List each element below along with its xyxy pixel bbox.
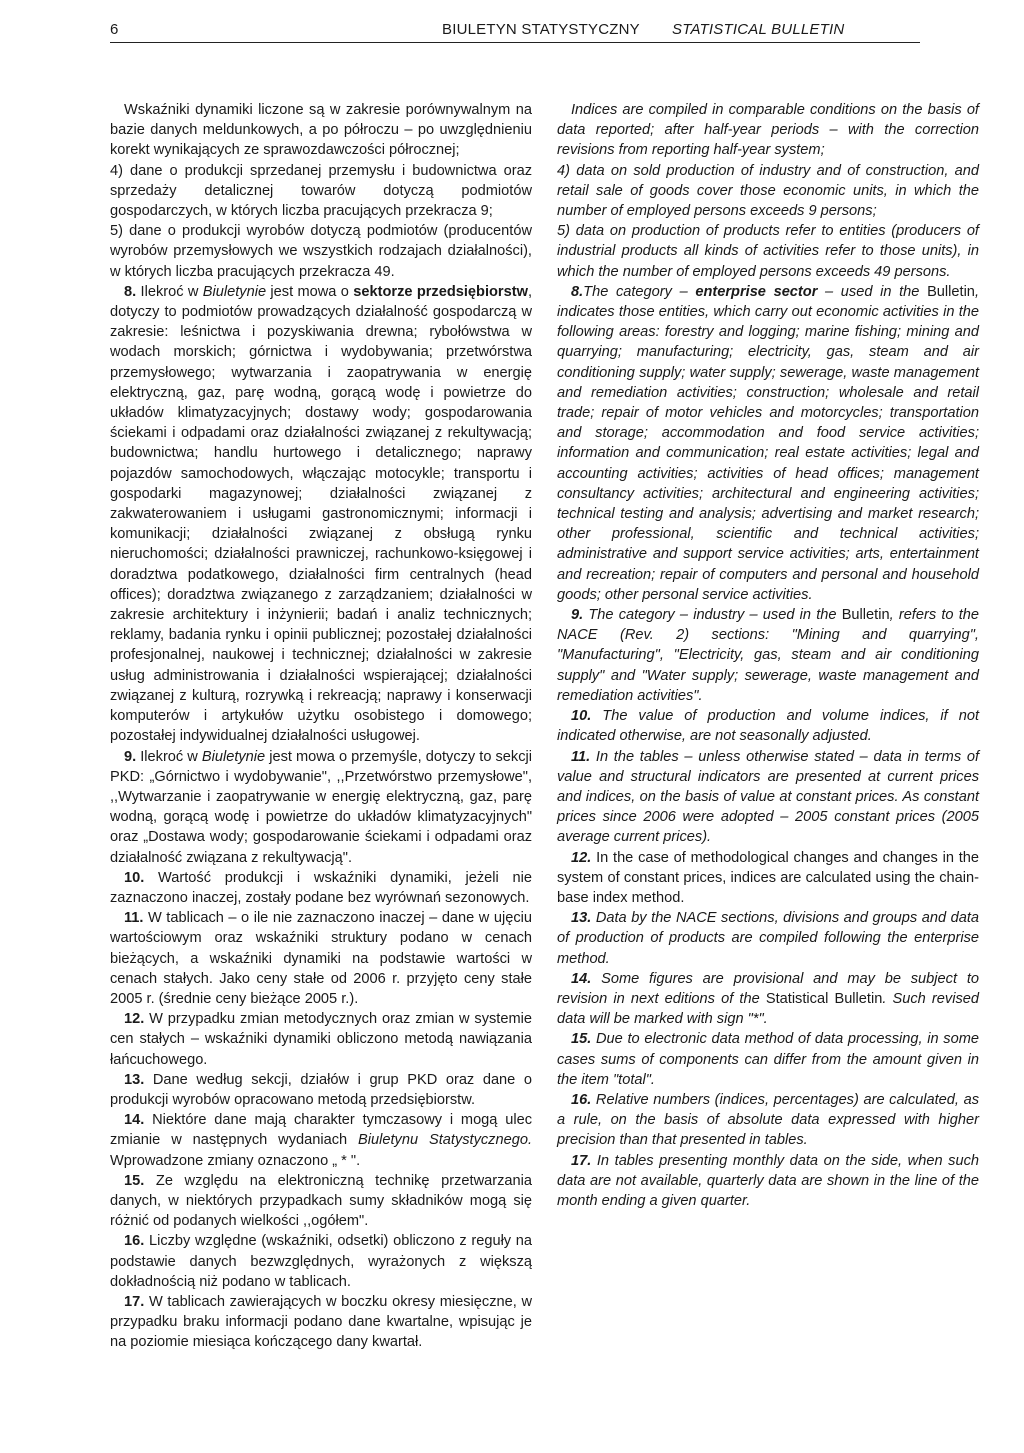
paragraph-number: 14. bbox=[124, 1112, 145, 1129]
paragraph-number: 13. bbox=[124, 1071, 145, 1088]
paragraph-item-5: 5) data on production of products refer to entities (producers of industrial products all kinds of activities refer to those units), in which the number of employed persons exceeds 49 persons. bbox=[557, 223, 979, 280]
paragraph-text: Due to electronic data method of data processing, in some cases sums of components can differ from the amount given in the item "total". bbox=[557, 1031, 979, 1088]
upright-text: Bulletin bbox=[927, 283, 975, 300]
paragraph-text: Dane według sekcji, działów i grup PKD oraz dane o produkcji wyrobów opracowano metodą przedsiębiorstw. bbox=[110, 1071, 532, 1108]
paragraph-11 bbox=[110, 908, 532, 1009]
paragraph-number: 15. bbox=[571, 1031, 592, 1048]
paragraph-text: jest mowa o bbox=[266, 283, 354, 300]
paragraph-text: Relative numbers (indices, percentages) are calculated, as a rule, on the basis of absolute data expressed with higher precision than that presented in tables. bbox=[557, 1091, 979, 1149]
paragraph-text: The value of production and volume indices, if not indicated otherwise, are not seasonally adjusted. bbox=[557, 708, 979, 745]
running-title-polish: BIULETYN STATYSTYCZNY bbox=[442, 21, 640, 38]
paragraph-10 bbox=[110, 868, 532, 908]
paragraph-item-4: 4) dane o produkcji sprzedanej przemysłu i budownictwa oraz sprzedaży detalicznej towarów dotyczą podmiotów gospodarczych, w których liczba pracujących przekracza 9; bbox=[110, 162, 532, 220]
paragraph-12 bbox=[557, 848, 979, 909]
paragraph-text: Niektóre dane mają charakter tymczasowy i mogą ulec zmianie w następnych wydaniach bbox=[110, 1112, 532, 1149]
paragraph-number: 14. bbox=[571, 970, 592, 987]
paragraph-text: Ze względu na elektroniczną technikę przetwarzania danych, w niektórych przypadkach sumy składników mogą się różnić od podanych wielkości ,,ogółem". bbox=[110, 1172, 532, 1230]
paragraph-text: In the tables – unless otherwise stated – data in terms of value and structural indicators are presented at current prices and indices, on the basis of value at constant prices. As constant prices since 2006 were adopted – 2005 constant prices (2005 average current prices). bbox=[557, 748, 979, 846]
paragraph-text: W przypadku zmian metodycznych oraz zmian w systemie cen stałych – wskaźniki dynamiki obliczono metodą nawiązania łańcuchowego. bbox=[110, 1011, 532, 1068]
paragraph-14 bbox=[557, 969, 979, 1030]
paragraph-number: 11. bbox=[124, 910, 144, 927]
paragraph-text: . Such revised data will be marked with sign "*". bbox=[557, 990, 979, 1028]
paragraph-number: 9. bbox=[124, 748, 137, 765]
page-header bbox=[110, 18, 920, 43]
paragraph-16 bbox=[557, 1090, 979, 1151]
paragraph-text: In tables presenting monthly data on the side, when such data are not available, quarterly data are shown in the line of the month ending a given quarter. bbox=[557, 1152, 979, 1209]
running-title-english: STATISTICAL BULLETIN bbox=[672, 21, 845, 38]
paragraph-number: 9. bbox=[571, 607, 584, 624]
paragraph-text: The category – industry – used in the bbox=[583, 607, 842, 624]
paragraph-number: 12. bbox=[124, 1011, 145, 1028]
paragraph-text: Liczby względne (wskaźniki, odsetki) obliczono z reguły na podstawie danych bezwzględnych, wyrażonych z większą dokładnością niż podano w tablicach. bbox=[110, 1233, 532, 1290]
paragraph-17 bbox=[557, 1151, 979, 1212]
emphasis-text: Biuletynie bbox=[201, 748, 266, 765]
bold-term: sektorze przedsiębiorstw bbox=[353, 283, 528, 300]
paragraph-12 bbox=[110, 1009, 532, 1070]
upright-text: Statistical Bulletin bbox=[765, 990, 883, 1007]
paragraph-10 bbox=[557, 706, 979, 746]
paragraph-item-5: 5) dane o produkcji wyrobów dotyczą podmiotów (producentów wyrobów przemysłowych we wszystkich rodzajach działalności), w których liczba pracujących przekracza 49. bbox=[110, 223, 532, 280]
paragraph-number: 8. bbox=[124, 283, 137, 300]
paragraph-text: The category – bbox=[583, 283, 696, 300]
paragraph-13 bbox=[110, 1070, 532, 1110]
paragraph-8 bbox=[557, 282, 979, 605]
paragraph-11 bbox=[557, 747, 979, 848]
paragraph-text: W tablicach zawierających w boczku okresy miesięczne, w przypadku braku informacji podano dane kwartalne, wpisując je na poziomie miesiąca kończącego dany kwartał. bbox=[110, 1293, 532, 1351]
paragraph-text: Wartość produkcji i wskaźniki dynamiki, jeżeli nie zaznaczono inaczej, zostały podane bez wyrównań sezonowych. bbox=[110, 869, 532, 906]
paragraph-15 bbox=[110, 1171, 532, 1232]
emphasis-text: Biuletynie bbox=[202, 283, 267, 300]
paragraph-text: , refers to the NACE (Rev. 2) sections: "Mining and quarrying", "Manufacturing", "Electricity, gas, steam and air conditioning supply" and "Water supply; sewerage, waste management and remediation activities". bbox=[557, 607, 979, 704]
paragraph-text: , dotyczy to podmiotów prowadzących działalność gospodarczą w zakresie: leśnictwa i pozyskiwania drewna; rybołówstwa w wodach morskich; górnictwa i wydobywania; przetwórstwa przemysłowego; wytwarzania i zaopatrywania w energię elektryczną, gaz, parę wodną, gorącą wodę i powietrze do układów klimatyzacyjnych; dostawy wody; gospodarowania ściekami i odpadami oraz działalności związanej z rekultywacją; budownictwa; handlu hurtowego i detalicznego; naprawy pojazdów samochodowych, włączając motocykle; transportu i gospodarki magazynowej; działalności związanej z zakwaterowaniem i usługami gastronomicznymi; informacji i komunikacji; działalności związanej z obsługą rynku nieruchomości; działalności prawniczej, rachunkowo-księgowej i doradztwa podatkowego, działalności firm centralnych (head offices); doradztwa związanego z zarządzaniem; działalności w zakresie architektury i inżynierii; badań i analiz technicznych; reklamy, badania rynku i opinii publicznej; pozostałej działalności profesjonalnej, naukowej i technicznej; działalności w zakresie usług administrowania i działalności wspierającej; działalności związanej z kulturą, rozrywką i rekreacją; naprawy i konserwacji komputerów i artykułów użytku osobistego i domowego; pozostałej indywidualnej działalności usługowej. bbox=[110, 283, 533, 745]
paragraph-text: Data by the NACE sections, divisions and groups and data of production of products are compiled following the enterprise method. bbox=[557, 910, 979, 967]
paragraph-number: 8. bbox=[571, 283, 584, 300]
paragraph-9 bbox=[110, 747, 532, 868]
paragraph-14 bbox=[110, 1110, 532, 1171]
english-column bbox=[557, 100, 979, 1211]
paragraph-text: jest mowa o przemyśle, dotyczy to sekcji PKD: „Górnictwo i wydobywanie", ,,Przetwórstwo przemysłowe", ,,Wytwarzanie i zaopatrywanie w energię elektryczną, gaz, parę wodną, gorącą wodę i powietrze do układów klimatyzacyjnych" oraz „Dostawa wody; gospodarowanie ściekami i odpadami oraz działalność związana z rekultywacją". bbox=[110, 748, 533, 866]
paragraph-9 bbox=[557, 605, 979, 706]
paragraph-text: – used in the bbox=[817, 283, 928, 300]
paragraph-number: 12. bbox=[571, 849, 592, 866]
paragraph-text: Ilekroć w bbox=[136, 748, 202, 765]
paragraph-number: 17. bbox=[571, 1152, 592, 1169]
upright-text: Bulletin bbox=[841, 607, 890, 624]
paragraph-15 bbox=[557, 1029, 979, 1090]
paragraph-8 bbox=[110, 282, 532, 747]
paragraph-text: Some figures are provisional and may be subject to revision in next editions of the bbox=[557, 970, 979, 1007]
paragraph-number: 10. bbox=[124, 869, 145, 886]
page-number: 6 bbox=[110, 21, 119, 38]
bold-term: enterprise sector bbox=[695, 283, 818, 300]
emphasis-text: Biuletynu Statystycznego. bbox=[358, 1132, 533, 1149]
paragraph-number: 10. bbox=[571, 708, 592, 725]
paragraph-text: , indicates those entities, which carry out economic activities in the following areas: forestry and logging; marine fishing; mining and quarrying; manufacturing; electricity, gas, steam and air conditioning supply; water supply; sewerage, waste management and remediation activities; construction; wholesale and retail trade; repair of motor vehicles and motorcycles; transportation and storage; accommodation and food service activities; information and communication; real estate activities; legal and accounting activities; activities of head offices; management consultancy activities; architectural and engineering activities; technical testing and analysis; advertising and market research; other professional, scientific and technical activities; administrative and support service activities; arts, entertainment and recreation; repair of computers and personal and household goods; other personal service activities. bbox=[557, 283, 979, 603]
paragraph-text: In the case of methodological changes and changes in the system of constant prices, indices are calculated using the chain-base index method. bbox=[557, 849, 979, 906]
paragraph-13 bbox=[557, 908, 979, 969]
paragraph-text: Ilekroć w bbox=[136, 283, 203, 300]
paragraph-item-4: 4) data on sold production of industry and of construction, and retail sale of goods cover those economic units, in which the number of employed persons exceeds 9 persons; bbox=[557, 162, 979, 220]
paragraph-17 bbox=[110, 1292, 532, 1353]
paragraph-text: Wprowadzone zmiany oznaczono „ * ". bbox=[110, 1152, 361, 1169]
polish-column bbox=[110, 100, 532, 1353]
paragraph-number: 13. bbox=[571, 910, 592, 927]
paragraph-number: 16. bbox=[571, 1091, 592, 1108]
paragraph-number: 15. bbox=[124, 1172, 145, 1189]
paragraph-number: 17. bbox=[124, 1293, 145, 1310]
paragraph-number: 16. bbox=[124, 1233, 145, 1250]
paragraph-intro: Wskaźniki dynamiki liczone są w zakresie porównywalnym na bazie danych meldunkowych, a po półroczu – po uwzględnieniu korekt wynikających ze sprawozdawczości półrocznej; bbox=[110, 102, 532, 159]
paragraph-intro: Indices are compiled in comparable conditions on the basis of data reported; after half-year periods – with the correction revisions from reporting half-year system; bbox=[557, 102, 979, 159]
paragraph-number: 11. bbox=[571, 748, 591, 765]
paragraph-16 bbox=[110, 1231, 532, 1292]
paragraph-text: W tablicach – o ile nie zaznaczono inaczej – dane w ujęciu wartościowym oraz wskaźniki struktury podano w cenach bieżących, a wskaźniki dynamiki na podstawie wartości w cenach stałych. Jako ceny stałe od 2006 r. przyjęto ceny stałe 2005 r. (średnie ceny bieżące 2005 r.). bbox=[110, 910, 532, 1007]
